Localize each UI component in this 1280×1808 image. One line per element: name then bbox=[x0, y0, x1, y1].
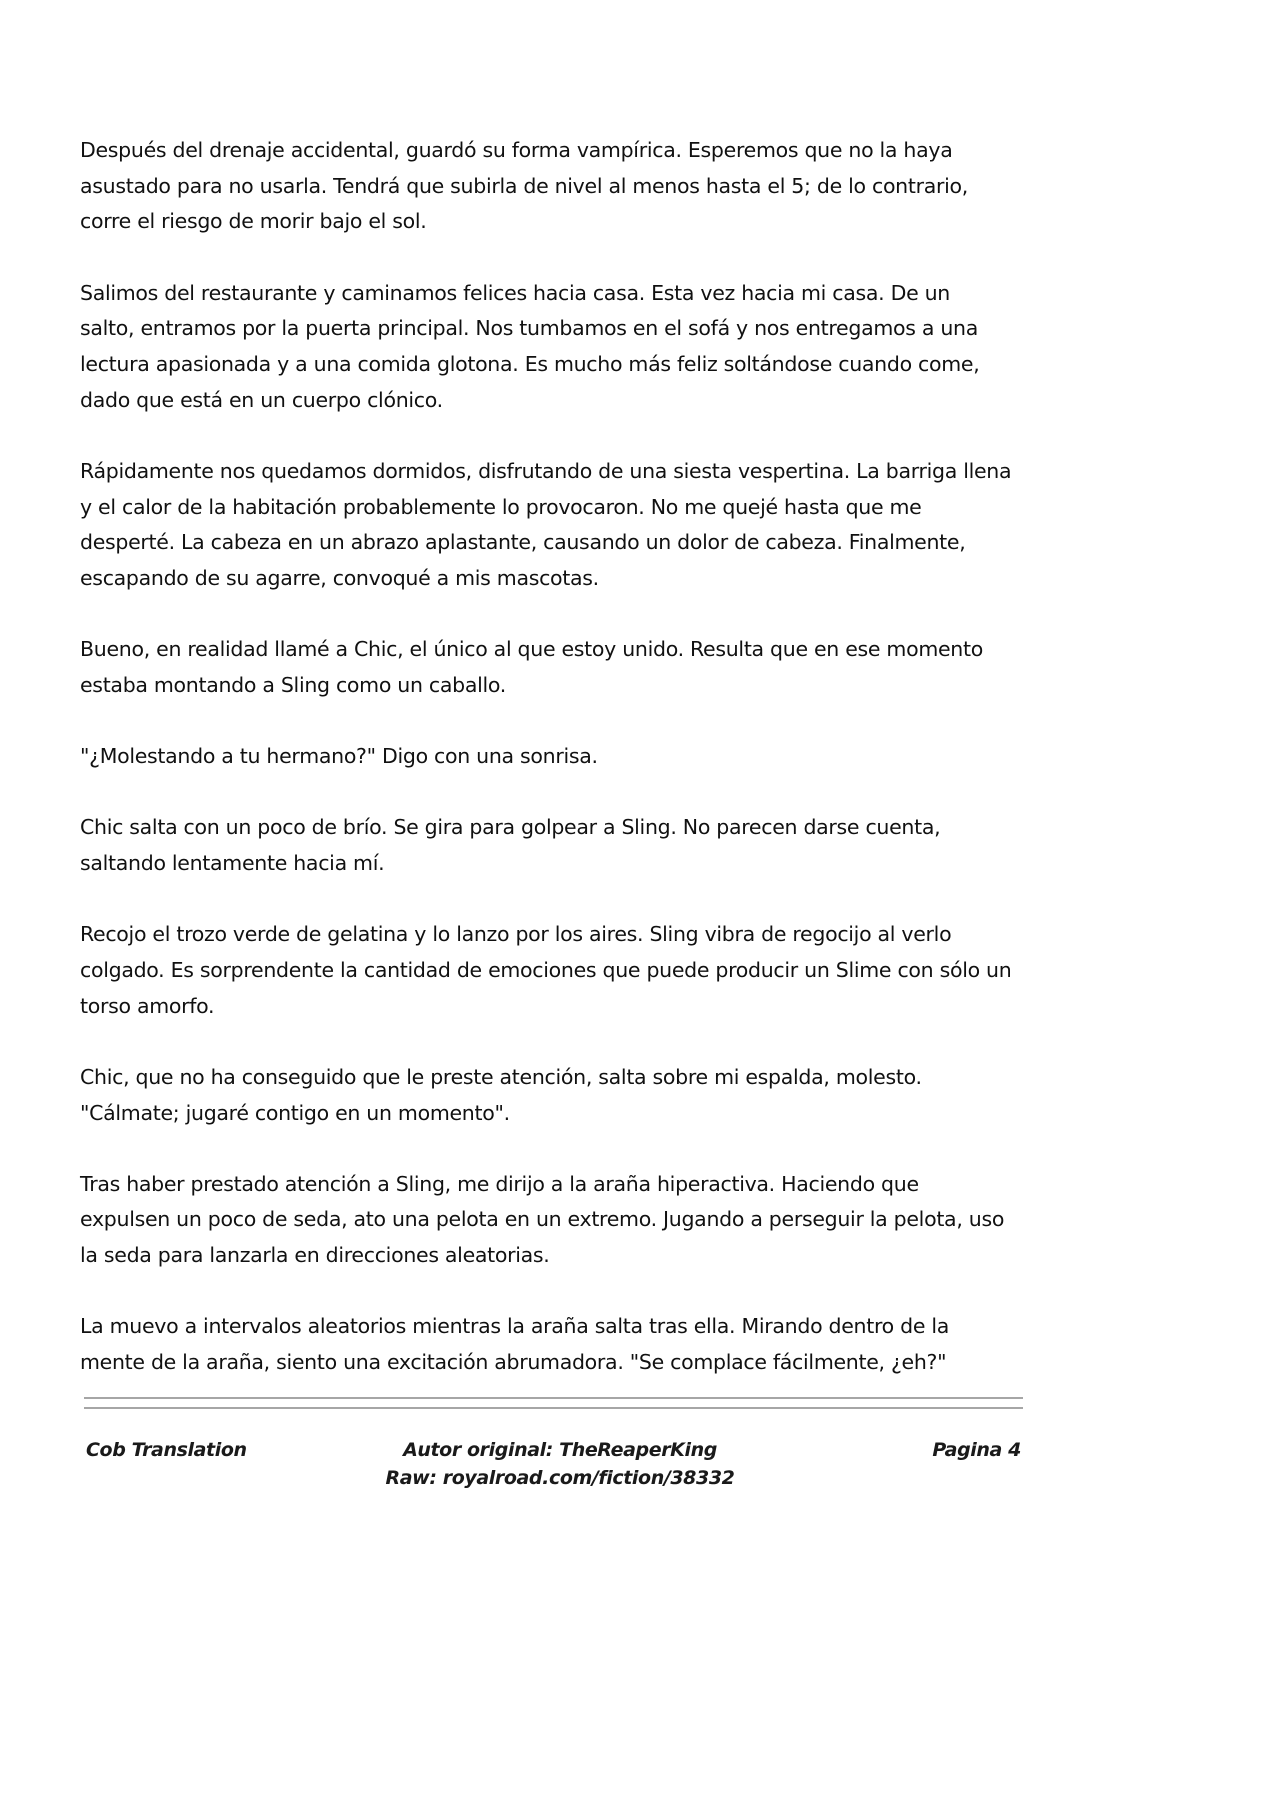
page-number: Pagina 4 bbox=[932, 1439, 1021, 1461]
paragraph: Chic salta con un poco de brío. Se gira para golpear a Sling. No parecen darse cuenta, saltando lentamente hacia mí. bbox=[80, 815, 941, 876]
paragraph: Bueno, en realidad llamé a Chic, el único al que estoy unido. Resulta que en ese momento estaba montando a Sling como un caballo. bbox=[80, 637, 983, 697]
footer-translator: Cob Translation bbox=[86, 1439, 247, 1461]
paragraph: Después del drenaje accidental, guardó su forma vampírica. Esperemos que no la haya asustado para no usarla. Tendrá que subirla de nivel al menos hasta el 5; de lo contrario, corre el riesgo de morir bajo el sol. bbox=[80, 138, 968, 234]
paragraph: Tras haber prestado atención a Sling, me dirijo a la araña hiperactiva. Haciendo que expulsen un poco de seda, ato una pelota en un extremo. Jugando a perseguir la pelota, uso la seda para lanzarla en direcciones aleatorias. bbox=[80, 1171, 1005, 1268]
footer-source: Raw: royalroad.com/fiction/38332 bbox=[385, 1467, 735, 1489]
paragraph: Salimos del restaurante y caminamos felices hacia casa. Esta vez hacia mi casa. De un salto, entramos por la puerta principal. Nos tumbamos en el sofá y nos entregamos a una lectura apasionada y a una comida glotona. Es mucho más feliz soltándose cuando come, dado que está en un cuerpo clónico. bbox=[80, 280, 980, 412]
paragraph: Recojo el trozo verde de gelatina y lo lanzo por los aires. Sling vibra de regocijo al verlo colgado. Es sorprendente la cantidad de emociones que puede producir un Slime con sólo un torso amorfo. bbox=[80, 922, 1012, 1018]
body-text bbox=[80, 133, 1040, 1416]
footer-credits bbox=[300, 1436, 820, 1492]
paragraph: "¿Molestando a tu hermano?" Digo con una sonrisa. bbox=[80, 744, 598, 769]
footer-author: Autor original: TheReaperKing bbox=[403, 1439, 717, 1461]
paragraph: Chic, que no ha conseguido que le preste atención, salta sobre mi espalda, molesto. "Cálmate; jugaré contigo en un momento". bbox=[80, 1064, 922, 1125]
footer-divider-bottom bbox=[84, 1407, 1023, 1409]
paragraph: Rápidamente nos quedamos dormidos, disfrutando de una siesta vespertina. La barriga llena y el calor de la habitación probablemente lo provocaron. No me quejé hasta que me desperté. La cabeza en un abrazo aplastante, causando un dolor de cabeza. Finalmente, escapando de su agarre, convoqué a mis mascotas. bbox=[80, 458, 1012, 591]
footer-divider-top bbox=[84, 1397, 1023, 1399]
paragraph: La muevo a intervalos aleatorios mientras la araña salta tras ella. Mirando dentro de la mente de la araña, siento una excitación abrumadora. "Se complace fácilmente, ¿eh?" bbox=[80, 1314, 950, 1375]
